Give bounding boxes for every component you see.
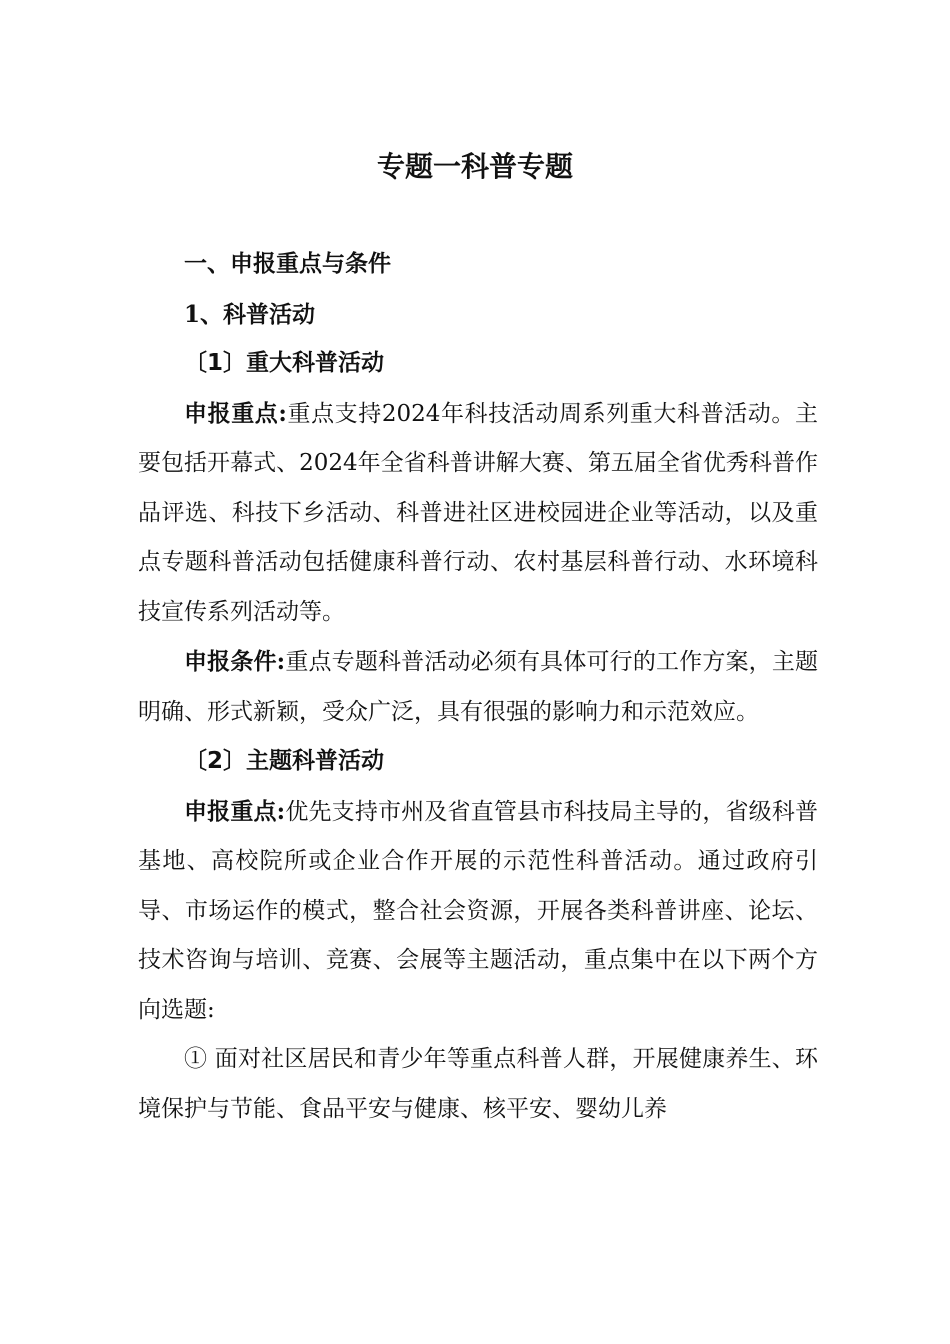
condition-text: 重点专题科普活动必须有具体可行的工作方案，主题明确、形式新颖，受众广泛，具有很强的影响力和示范效应。 [138, 649, 819, 725]
paragraph-point-1: ① 面对社区居民和青少年等重点科普人群，开展健康养生、环境保护与节能、食品平安与健康、核平安、婴幼儿养 [138, 1046, 818, 1122]
focus-text: 重点支持2024年科技活动周系列重大科普活动。主要包括开幕式、2024年全省科普讲解大赛、第五届全省优秀科普作品评选、科技下乡活动、科普进社区进校园进企业等活动，以及重点专题科普活动包括健康科普行动、农村基层科普行动、水环境科技宣传系列活动等。 [138, 400, 818, 625]
paragraph-focus-1 [138, 389, 818, 638]
section-heading: 一、申报重点与条件 [184, 251, 391, 277]
page-title: 专题一科普专题 [376, 150, 573, 183]
paragraph-condition-1 [138, 637, 818, 737]
focus-label: 申报重点: [184, 399, 287, 427]
focus-text: 优先支持市州及省直管县市科技局主导的，省级科普基地、高校院所或企业合作开展的示范性科普活动。通过政府引导、市场运作的模式，整合社会资源，开展各类科普讲座、论坛、技术咨询与培训、竞赛、会展等主题活动，重点集中在以下两个方向选题: [138, 798, 819, 1023]
document-body [138, 240, 818, 1134]
condition-label: 申报条件: [184, 648, 286, 675]
item-heading: 〔2〕主题科普活动 [184, 748, 385, 774]
item-heading: 〔1〕重大科普活动 [184, 350, 385, 376]
subsection-heading: 1、科普活动 [184, 300, 316, 328]
focus-label: 申报重点: [184, 797, 286, 825]
paragraph-focus-2 [138, 787, 818, 1036]
